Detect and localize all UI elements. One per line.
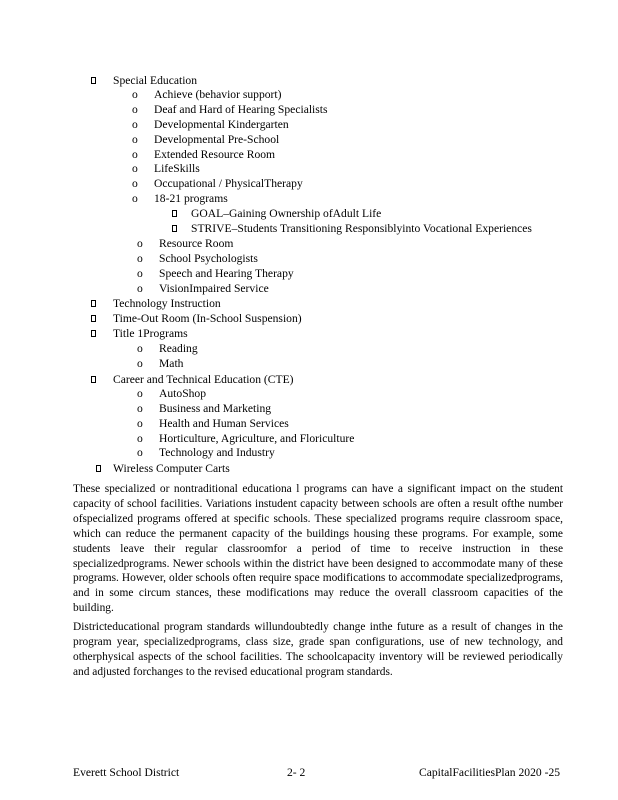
body-paragraph: Districteducational program standards willundoubtedly change inthe future as a result of changes in the program year, specializedprograms, class size, grade span configurations, use of new technology, and otherphysical aspects of the school facilities. The schoolcapacity inventory will be reviewed periodically and adjusted forchanges to the revised educational program standards. bbox=[73, 621, 563, 678]
list-item: Business and Marketing bbox=[159, 402, 272, 415]
square-bullet-icon bbox=[91, 376, 96, 383]
list-item-technology-instruction: Technology Instruction bbox=[113, 297, 221, 310]
circle-bullet-icon: o bbox=[132, 162, 138, 175]
square-bullet-icon bbox=[172, 210, 177, 217]
list-item: Horticulture, Agriculture, and Floriculture bbox=[159, 432, 355, 445]
circle-bullet-icon: o bbox=[132, 148, 138, 161]
circle-bullet-icon: o bbox=[137, 402, 143, 415]
square-bullet-icon bbox=[172, 225, 177, 232]
circle-bullet-icon: o bbox=[132, 103, 138, 116]
list-item: AutoShop bbox=[159, 387, 207, 400]
list-item: Health and Human Services bbox=[159, 417, 289, 430]
list-item: LifeSkills bbox=[154, 162, 200, 175]
page-number: 2- 2 bbox=[287, 766, 306, 779]
list-item: Achieve (behavior support) bbox=[154, 88, 282, 101]
circle-bullet-icon: o bbox=[132, 133, 138, 146]
circle-bullet-icon: o bbox=[137, 446, 143, 459]
circle-bullet-icon: o bbox=[137, 387, 143, 400]
list-item: Extended Resource Room bbox=[154, 148, 276, 161]
list-item: Occupational / PhysicalTherapy bbox=[154, 177, 303, 190]
footer-right: CapitalFacilitiesPlan 2020 -25 bbox=[419, 766, 561, 779]
list-item: VisionImpaired Service bbox=[159, 282, 269, 295]
circle-bullet-icon: o bbox=[132, 88, 138, 101]
list-item-time-out-room: Time-Out Room (In-School Suspension) bbox=[113, 312, 302, 325]
list-item: School Psychologists bbox=[159, 252, 258, 265]
list-item-wireless: Wireless Computer Carts bbox=[113, 462, 230, 475]
circle-bullet-icon: o bbox=[137, 267, 143, 280]
circle-bullet-icon: o bbox=[137, 357, 143, 370]
list-item: Resource Room bbox=[159, 237, 234, 250]
square-bullet-icon bbox=[91, 315, 96, 322]
list-subitem-strive: STRIVE–Students Transitioning Responsiblyinto Vocational Experiences bbox=[191, 222, 532, 235]
square-bullet-icon bbox=[91, 77, 96, 84]
circle-bullet-icon: o bbox=[137, 342, 143, 355]
footer-left: Everett School District bbox=[73, 766, 180, 779]
circle-bullet-icon: o bbox=[137, 432, 143, 445]
list-subitem-goal: GOAL–Gaining Ownership ofAdult Life bbox=[191, 207, 382, 220]
circle-bullet-icon: o bbox=[132, 177, 138, 190]
circle-bullet-icon: o bbox=[137, 237, 143, 250]
list-item: Developmental Pre-School bbox=[154, 133, 280, 146]
square-bullet-icon bbox=[91, 330, 96, 337]
list-item: 18-21 programs bbox=[154, 192, 228, 205]
list-item-title1: Title 1Programs bbox=[113, 327, 188, 340]
circle-bullet-icon: o bbox=[137, 252, 143, 265]
circle-bullet-icon: o bbox=[137, 282, 143, 295]
circle-bullet-icon: o bbox=[132, 118, 138, 131]
square-bullet-icon bbox=[96, 465, 101, 472]
list-item: Math bbox=[159, 357, 184, 370]
list-item: Technology and Industry bbox=[159, 446, 275, 459]
circle-bullet-icon: o bbox=[137, 417, 143, 430]
list-item: Developmental Kindergarten bbox=[154, 118, 289, 131]
square-bullet-icon bbox=[91, 300, 96, 307]
list-item: Deaf and Hard of Hearing Specialists bbox=[154, 103, 328, 116]
body-paragraph: These specialized or nontraditional educationa l programs can have a significant impact on the student capacity of school facilities. Variations instudent capacity between schools are often a result ofthe number ofspecialized programs offered at specific schools. These specialized programs require classroom space, which can reduce the permanent capacity of the buildings housing these programs. For example, some students leave their regular classroomfor a period of time to receive instruction in these specializedprograms. Newer schools within the district have been designed to accommodate many of these programs. However, older schools often require space modifications to accommodate specializedprograms, and in some circum stances, these modifications may reduce the overall classroom capacities of the building. bbox=[73, 483, 563, 615]
list-item: Reading bbox=[159, 342, 198, 355]
list-item-cte: Career and Technical Education (CTE) bbox=[113, 373, 294, 386]
list-item-special-education: Special Education bbox=[113, 74, 198, 87]
circle-bullet-icon: o bbox=[132, 192, 138, 205]
list-item: Speech and Hearing Therapy bbox=[159, 267, 294, 280]
